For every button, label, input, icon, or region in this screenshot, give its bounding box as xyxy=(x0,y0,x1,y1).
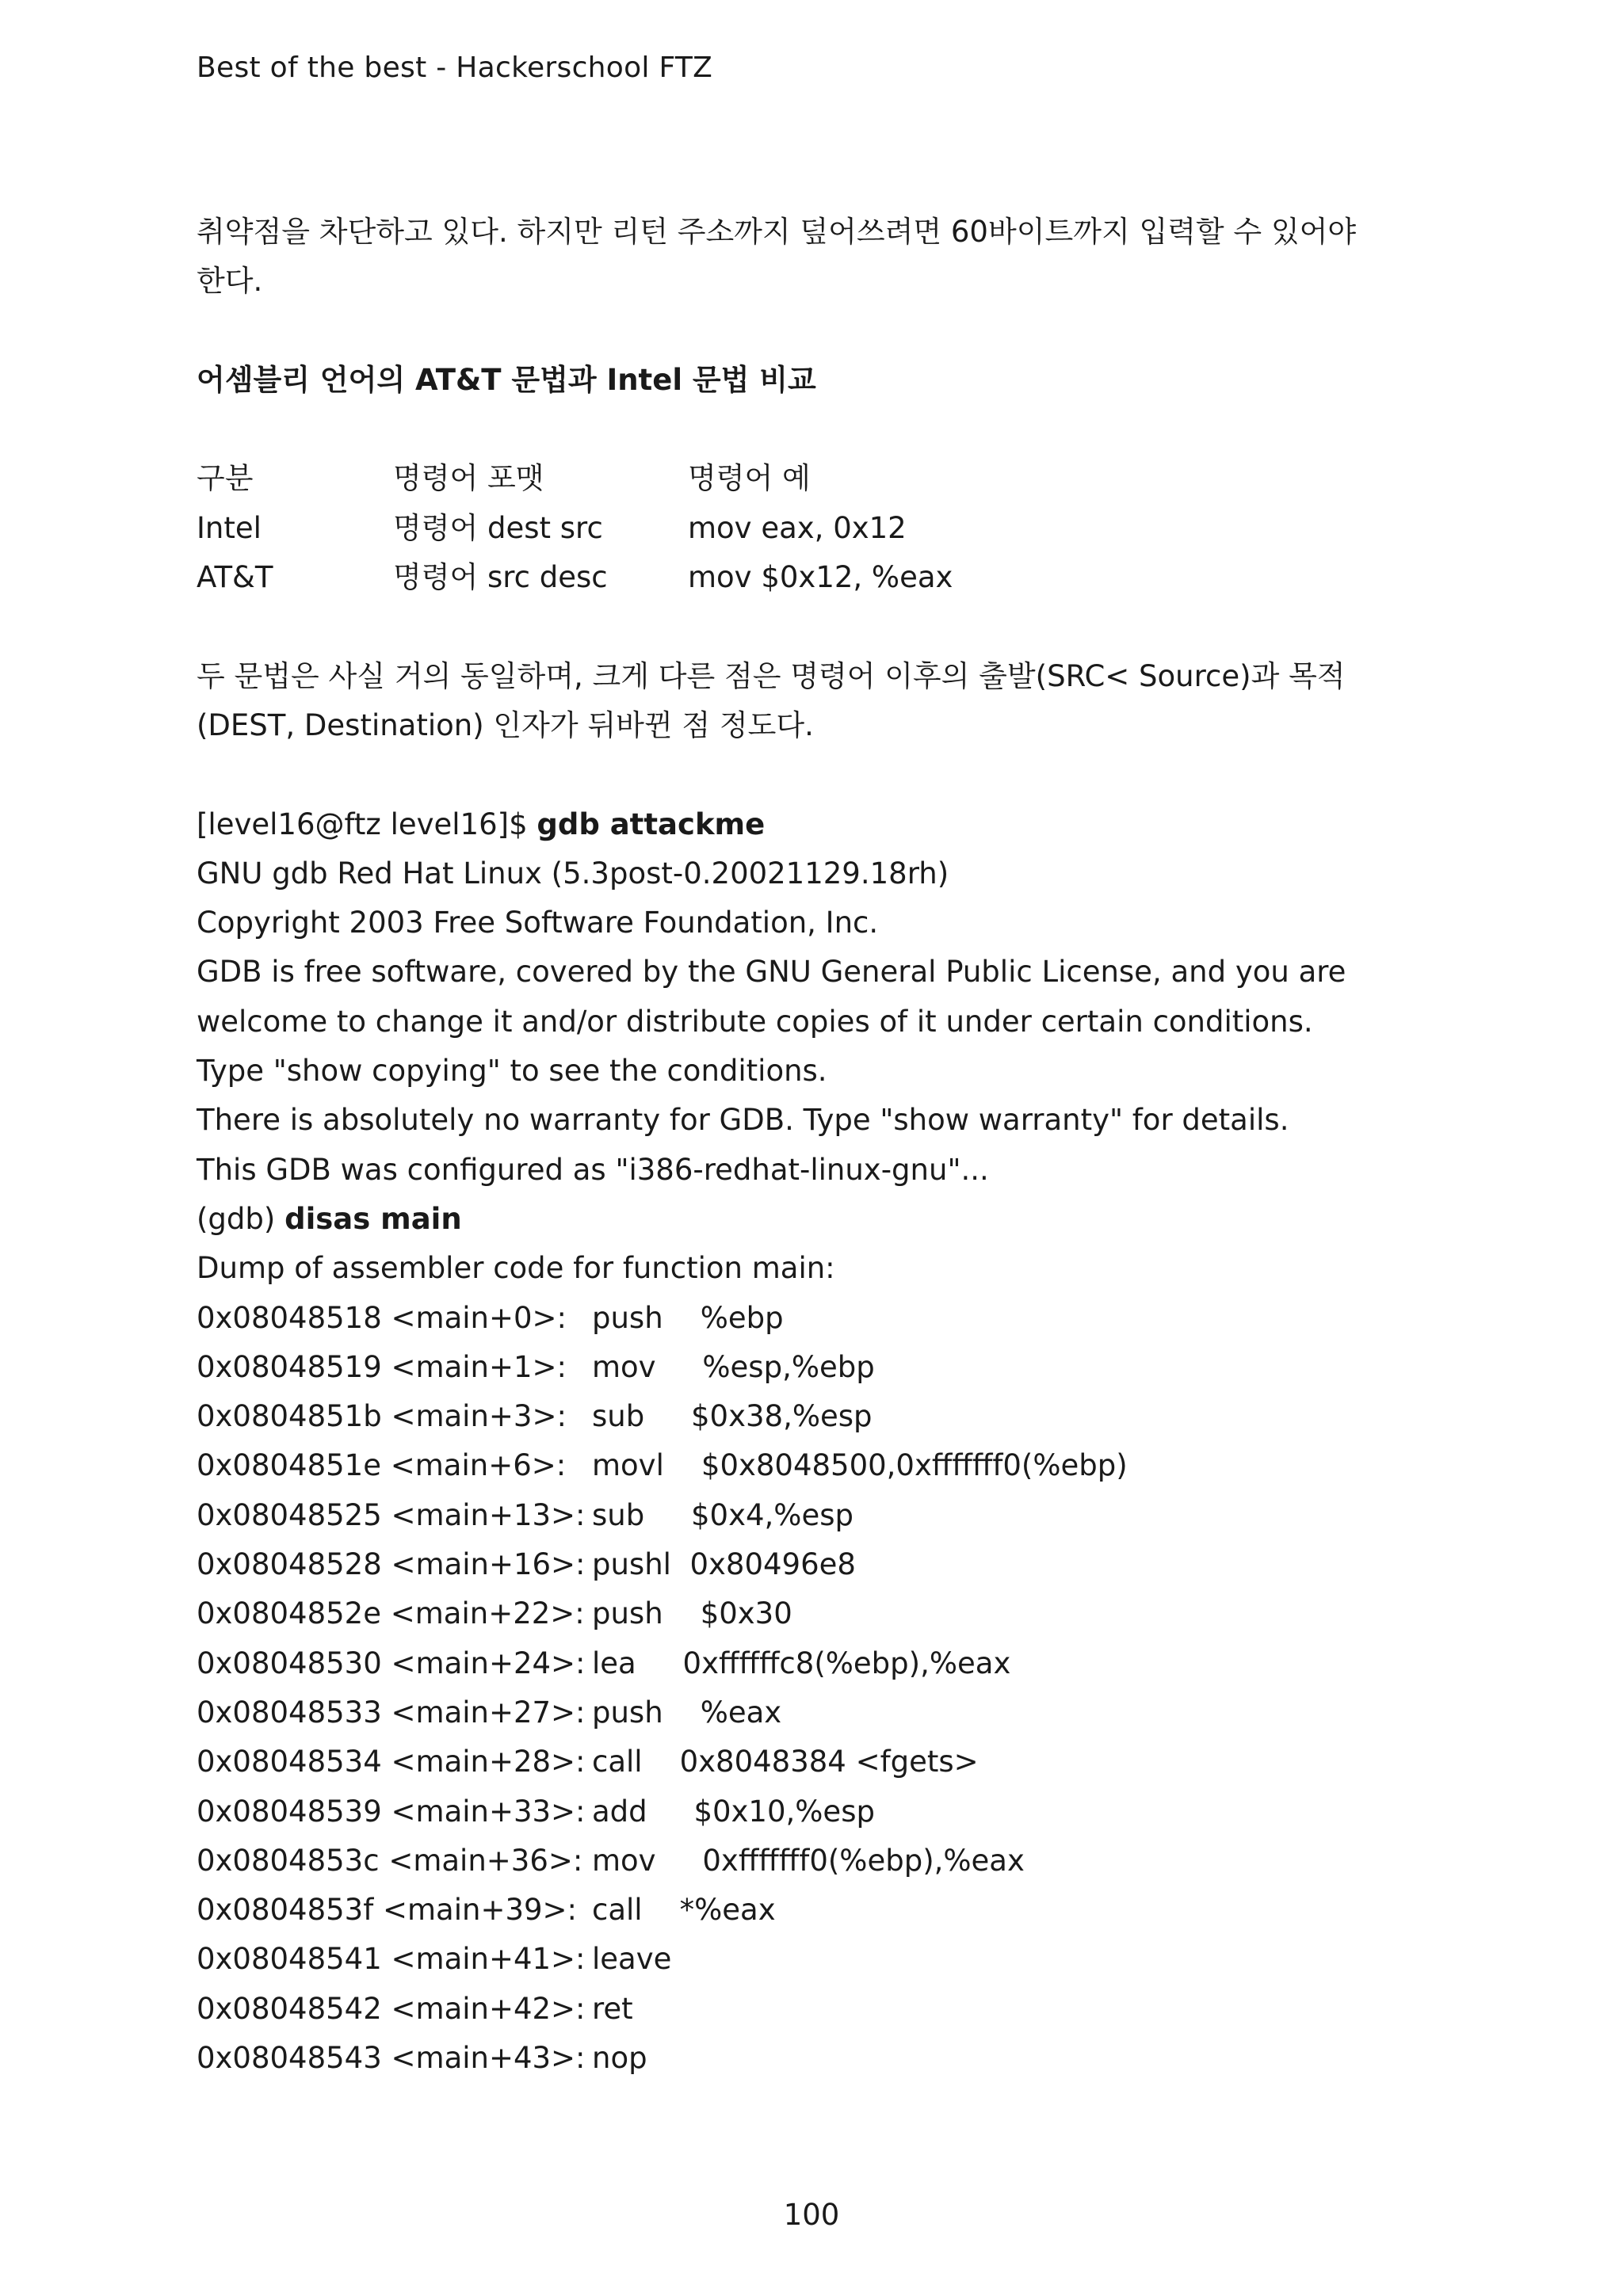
comparison-cell: mov $0x12, %eax xyxy=(688,560,953,595)
asm-address: 0x08048533 <main+27>: xyxy=(197,1695,586,1730)
asm-address: 0x08048525 <main+13>: xyxy=(197,1497,586,1532)
comparison-row-att xyxy=(197,553,1433,602)
gdb-command-line xyxy=(197,1195,1433,1244)
comparison-row-intel xyxy=(197,504,1433,553)
asm-address: 0x0804851e <main+6>: xyxy=(197,1448,567,1483)
asm-address: 0x0804851b <main+3>: xyxy=(197,1399,567,1434)
page-number: 100 xyxy=(783,2198,840,2232)
asm-line xyxy=(197,1886,1433,1935)
asm-address: 0x08048530 <main+24>: xyxy=(197,1646,586,1680)
asm-address: 0x0804852e <main+22>: xyxy=(197,1596,585,1631)
asm-line xyxy=(197,1985,1433,2034)
asm-line xyxy=(197,1343,1433,1392)
spacer xyxy=(197,405,1433,454)
asm-line xyxy=(197,1441,1433,1490)
asm-line xyxy=(197,1688,1433,1737)
asm-address: 0x08048518 <main+0>: xyxy=(197,1300,567,1335)
spacer xyxy=(197,307,1433,356)
asm-line xyxy=(197,1540,1433,1589)
comparison-header-row xyxy=(197,454,1433,503)
comparison-cell: AT&T xyxy=(197,560,273,595)
comparison-cell: Intel xyxy=(197,510,262,545)
asm-line xyxy=(197,1294,1433,1343)
intro-line-1: 취약점을 차단하고 있다. 하지만 리턴 주소까지 덮어쓰려면 60바이트까지 입력할 수 있어야 xyxy=(197,215,1357,249)
asm-instruction: add $0x10,%esp xyxy=(592,1794,875,1829)
asm-line xyxy=(197,1392,1433,1441)
gdb-output-line: Copyright 2003 Free Software Foundation, Inc. xyxy=(197,906,879,940)
asm-line xyxy=(197,1737,1433,1787)
comparison-header-cell: 명령어 예 xyxy=(688,461,811,496)
gdb-prompt: (gdb) xyxy=(197,1201,285,1236)
asm-instruction: push $0x30 xyxy=(592,1596,792,1631)
asm-line xyxy=(197,1491,1433,1540)
comparison-cell: mov eax, 0x12 xyxy=(688,510,907,545)
shell-prompt: [level16@ftz level16]$ xyxy=(197,807,537,841)
asm-instruction: mov 0xfffffff0(%ebp),%eax xyxy=(592,1843,1025,1878)
asm-address: 0x08048542 <main+42>: xyxy=(197,1991,586,2026)
asm-line xyxy=(197,1787,1433,1836)
asm-address: 0x08048543 <main+43>: xyxy=(197,2040,586,2075)
gdb-output-line: GDB is free software, covered by the GNU General Public License, and you are xyxy=(197,955,1346,990)
asm-line xyxy=(197,1589,1433,1638)
gdb-output-line: GNU gdb Red Hat Linux (5.3post-0.20021129.18rh) xyxy=(197,856,949,891)
asm-line xyxy=(197,2034,1433,2083)
asm-instruction: sub $0x4,%esp xyxy=(592,1497,854,1532)
intro-line-2: 한다. xyxy=(197,264,263,299)
comparison-cell: 명령어 dest src xyxy=(393,510,603,545)
asm-instruction: call 0x8048384 <fgets> xyxy=(592,1745,979,1779)
asm-instruction: ret xyxy=(592,1991,633,2026)
asm-line xyxy=(197,1935,1433,1984)
spacer xyxy=(197,602,1433,651)
gdb-output-line: welcome to change it and/or distribute copies of it under certain conditions. xyxy=(197,1004,1313,1039)
comparison-cell: 명령어 src desc xyxy=(393,560,608,595)
asm-instruction: movl $0x8048500,0xfffffff0(%ebp) xyxy=(592,1448,1128,1483)
asm-instruction: push %eax xyxy=(592,1695,782,1730)
gdb-output-line: This GDB was configured as "i386-redhat-linux-gnu"... xyxy=(197,1152,989,1187)
asm-address: 0x08048519 <main+1>: xyxy=(197,1349,567,1384)
explanation-line-1: 두 문법은 사실 거의 동일하며, 크게 다른 점은 명령어 이후의 출발(SRC< Source)과 목적 xyxy=(197,658,1346,693)
running-header: Best of the best - Hackerschool FTZ xyxy=(197,51,713,84)
comparison-header-cell: 명령어 포맷 xyxy=(393,461,544,496)
asm-instruction: pushl 0x80496e8 xyxy=(592,1547,856,1582)
asm-address: 0x08048541 <main+41>: xyxy=(197,1942,586,1977)
asm-instruction: push %ebp xyxy=(592,1300,784,1335)
shell-command-line xyxy=(197,800,1433,849)
asm-address: 0x0804853c <main+36>: xyxy=(197,1843,583,1878)
comparison-table xyxy=(197,454,1433,602)
asm-instruction: nop xyxy=(592,2040,647,2075)
asm-instruction: call *%eax xyxy=(592,1893,776,1928)
gdb-command: disas main xyxy=(285,1201,462,1236)
asm-instruction: mov %esp,%ebp xyxy=(592,1349,875,1384)
comparison-header-cell: 구분 xyxy=(197,461,254,496)
asm-address: 0x08048539 <main+33>: xyxy=(197,1794,586,1829)
asm-line xyxy=(197,1836,1433,1886)
terminal-transcript xyxy=(197,800,1433,2084)
spacer xyxy=(197,750,1433,799)
asm-line xyxy=(197,1639,1433,1688)
explanation-line-2: (DEST, Destination) 인자가 뒤바뀐 점 정도다. xyxy=(197,707,814,742)
gdb-output-line: Type "show copying" to see the conditions. xyxy=(197,1054,827,1089)
asm-address: 0x0804853f <main+39>: xyxy=(197,1893,578,1928)
asm-instruction: leave xyxy=(592,1942,672,1977)
dump-header: Dump of assembler code for function main: xyxy=(197,1251,835,1286)
page-body xyxy=(197,208,1433,2083)
asm-instruction: lea 0xffffffc8(%ebp),%eax xyxy=(592,1646,1011,1680)
shell-command: gdb attackme xyxy=(537,807,766,841)
asm-address: 0x08048534 <main+28>: xyxy=(197,1745,586,1779)
asm-address: 0x08048528 <main+16>: xyxy=(197,1547,586,1582)
asm-instruction: sub $0x38,%esp xyxy=(592,1399,873,1434)
section-heading: 어셈블리 언어의 AT&T 문법과 Intel 문법 비교 xyxy=(197,362,816,397)
gdb-output-line: There is absolutely no warranty for GDB. Type "show warranty" for details. xyxy=(197,1103,1289,1138)
